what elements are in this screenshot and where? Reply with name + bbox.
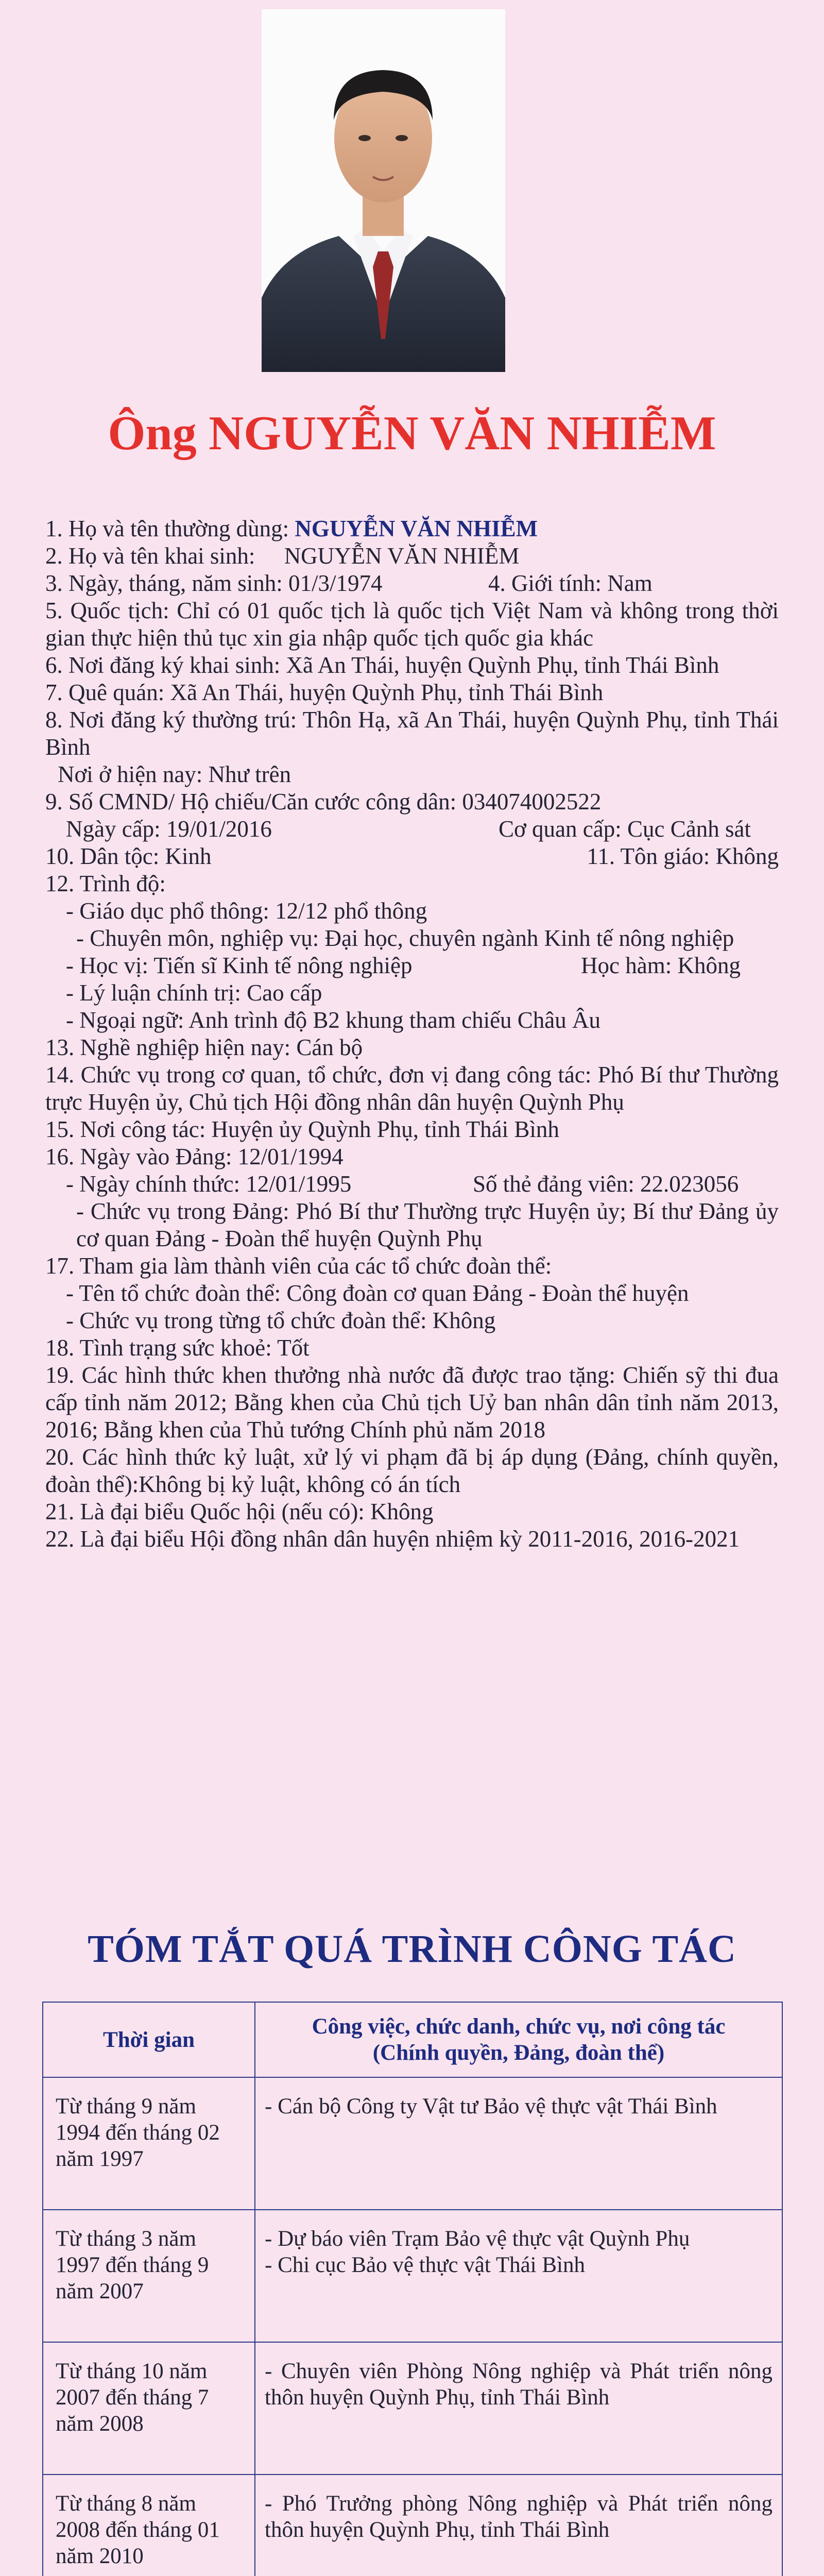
info-line-14: 14. Chức vụ trong cơ quan, tổ chức, đơn vị đang công tác: Phó Bí thư Thường trực Huyện ủy, Chủ tịch Hội đồng nhân dân huyện Quỳnh Phụ [45, 1062, 779, 1115]
table-row [43, 2210, 782, 2342]
info-line-12b: - Chuyên môn, nghiệp vụ: Đại học, chuyên ngành Kinh tế nông nghiệp [76, 925, 734, 951]
info-line-6: 6. Nơi đăng ký khai sinh: Xã An Thái, huyện Quỳnh Phụ, tỉnh Thái Bình [45, 652, 719, 678]
career-section-title: TÓM TẮT QUÁ TRÌNH CÔNG TÁC [88, 1927, 736, 1971]
info-line-12: 12. Trình độ: [45, 871, 166, 896]
info-line-16a: - Ngày chính thức: 12/01/1995 Số thẻ đảng viên: 22.023056 [66, 1171, 739, 1197]
info-line-21: 21. Là đại biểu Quốc hội (nếu có): Không [45, 1499, 434, 1524]
table-row [43, 2342, 782, 2475]
info-line-16: 16. Ngày vào Đảng: 12/01/1994 [45, 1144, 344, 1170]
info-line-8: 8. Nơi đăng ký thường trú: Thôn Hạ, xã An Thái, huyện Quỳnh Phụ, tỉnh Thái Bình [45, 707, 779, 760]
row-desc: - Cán bộ Công ty Vật tư Bảo vệ thực vật Thái Bình [255, 2077, 782, 2210]
personal-info [45, 515, 779, 1553]
info-line-9: 9. Số CMND/ Hộ chiếu/Căn cước công dân: 034074002522 [45, 789, 602, 815]
info-line-5: 5. Quốc tịch: Chỉ có 01 quốc tịch là quốc tịch Việt Nam và không trong thời gian thực hiện thủ tục xin gia nhập quốc tịch quốc gia khác [45, 598, 779, 651]
table-row [43, 2475, 782, 2576]
row-desc: - Dự báo viên Trạm Bảo vệ thực vật Quỳnh Phụ - Chi cục Bảo vệ thực vật Thái Bình [255, 2210, 782, 2342]
portrait-photo [262, 9, 505, 372]
info-line-3: 3. Ngày, tháng, năm sinh: 01/3/1974 4. Giới tính: Nam [45, 570, 653, 596]
person-name-title: Ông NGUYỄN VĂN NHIỄM [108, 406, 716, 460]
info-line-1: 1. Họ và tên thường dùng: NGUYỄN VĂN NHIỄM [45, 516, 538, 541]
info-line-13: 13. Nghề nghiệp hiện nay: Cán bộ [45, 1035, 363, 1060]
info-line-17a: - Tên tổ chức đoàn thể: Công đoàn cơ quan Đảng - Đoàn thể huyện [66, 1280, 689, 1306]
career-table [42, 2002, 783, 2576]
row-desc: - Phó Trưởng phòng Nông nghiệp và Phát triển nông thôn huyện Quỳnh Phụ, tỉnh Thái Bình [255, 2475, 782, 2576]
info-line-22: 22. Là đại biểu Hội đồng nhân dân huyện nhiệm kỳ 2011-2016, 2016-2021 [45, 1526, 740, 1552]
info-line-19: 19. Các hình thức khen thưởng nhà nước đã được trao tặng: Chiến sỹ thi đua cấp tỉnh năm 2012; Bằng khen của Chủ tịch Uỷ ban nhân dân tỉnh năm 2013, 2016; Bằng khen của Thủ tướng Chính phủ năm 2018 [45, 1362, 779, 1443]
info-line-18: 18. Tình trạng sức khoẻ: Tốt [45, 1335, 310, 1361]
info-line-12c: - Học vị: Tiến sĩ Kinh tế nông nghiệp Học hàm: Không [66, 953, 741, 978]
col-header-time: Thời gian [43, 2002, 255, 2077]
info-line-2: 2. Họ và tên khai sinh: NGUYỄN VĂN NHIỄM [45, 543, 520, 569]
col-header-desc-sub: (Chính quyền, Đảng, đoàn thể) [372, 2041, 665, 2065]
row-time: Từ tháng 8 năm 2008 đến tháng 01 năm 2010 [43, 2475, 255, 2576]
info-line-12d: - Lý luận chính trị: Cao cấp [66, 980, 322, 1006]
info-line-16b: - Chức vụ trong Đảng: Phó Bí thư Thường trực Huyện ủy; Bí thư Đảng ủy cơ quan Đảng - Đoàn thể huyện Quỳnh Phụ [76, 1198, 779, 1251]
info-line-17: 17. Tham gia làm thành viên của các tổ chức đoàn thể: [45, 1253, 552, 1279]
info-line-20: 20. Các hình thức kỷ luật, xử lý vi phạm đã bị áp dụng (Đảng, chính quyền, đoàn thể):Không bị kỷ luật, không có án tích [45, 1444, 779, 1497]
col-header-desc [255, 2002, 782, 2077]
row-time: Từ tháng 10 năm 2007 đến tháng 7 năm 2008 [43, 2342, 255, 2475]
common-name: NGUYỄN VĂN NHIỄM [295, 516, 538, 541]
info-line-7: 7. Quê quán: Xã An Thái, huyện Quỳnh Phụ, tỉnh Thái Bình [45, 680, 604, 705]
career-table-header [43, 2002, 782, 2077]
info-line-9b: Ngày cấp: 19/01/2016 Cơ quan cấp: Cục Cảnh sát [66, 816, 751, 842]
row-time: Từ tháng 3 năm 1997 đến tháng 9 năm 2007 [43, 2210, 255, 2342]
table-row [43, 2077, 782, 2210]
row-time: Từ tháng 9 năm 1994 đến tháng 02 năm 1997 [43, 2077, 255, 2210]
row-desc: - Chuyên viên Phòng Nông nghiệp và Phát triển nông thôn huyện Quỳnh Phụ, tỉnh Thái Bình [255, 2342, 782, 2475]
info-line-12a: - Giáo dục phổ thông: 12/12 phổ thông [66, 898, 427, 924]
info-line-12e: - Ngoại ngữ: Anh trình độ B2 khung tham chiếu Châu Âu [66, 1007, 601, 1033]
col-header-desc-main: Công việc, chức danh, chức vụ, nơi công tác [312, 2014, 726, 2039]
info-line-10: 10. Dân tộc: Kinh 11. Tôn giáo: Không [45, 843, 779, 869]
info-line-15: 15. Nơi công tác: Huyện ủy Quỳnh Phụ, tỉnh Thái Bình [45, 1116, 559, 1142]
info-line-8b: Nơi ở hiện nay: Như trên [58, 761, 291, 787]
info-line-17b: - Chức vụ trong từng tổ chức đoàn thể: Không [66, 1308, 496, 1333]
